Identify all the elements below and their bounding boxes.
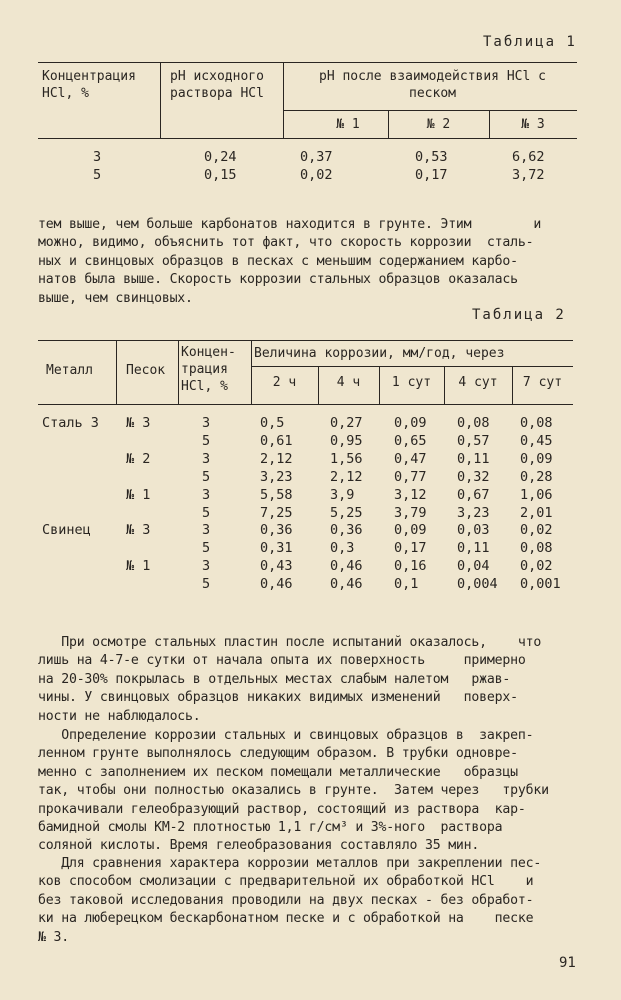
table1-subheader-rule bbox=[283, 110, 577, 111]
table1-top-rule bbox=[38, 62, 577, 63]
table2-header-sand: Песок bbox=[126, 363, 166, 378]
header-line: HCl, % bbox=[42, 86, 89, 101]
text-line: № 3. bbox=[38, 929, 69, 945]
table2-cell: 2,01 bbox=[520, 504, 553, 521]
table2-cell: 0,03 bbox=[457, 522, 490, 539]
table-row bbox=[38, 148, 577, 166]
table2-cell: 0,3 bbox=[330, 540, 355, 557]
table2-cell: 1,56 bbox=[330, 450, 363, 467]
table2-cell: 3,79 bbox=[394, 504, 427, 521]
table1-subheader-3: № 3 bbox=[521, 117, 545, 132]
table2-cell: 0,28 bbox=[520, 468, 553, 485]
table1-cell: 3,72 bbox=[512, 167, 545, 183]
table2-cell: 5 bbox=[202, 468, 211, 485]
table1-subheader-1: № 1 bbox=[336, 117, 360, 132]
table2-cell: 0,001 bbox=[520, 576, 561, 593]
table1-header-initial-ph bbox=[170, 68, 264, 102]
header-line: трация bbox=[181, 362, 228, 377]
table2-cell: 0,43 bbox=[260, 558, 293, 575]
table2-cell: 0,02 bbox=[520, 522, 553, 539]
table2-cell: 5,25 bbox=[330, 504, 363, 521]
table2-cell: № 2 bbox=[126, 450, 151, 467]
table2-cell: 0,46 bbox=[330, 558, 363, 575]
table2-cell: № 1 bbox=[126, 486, 151, 503]
table2-cell: 0,11 bbox=[457, 450, 490, 467]
table2-cell: 0,1 bbox=[394, 576, 419, 593]
paragraph-4 bbox=[38, 855, 573, 947]
table2-cell: 0,08 bbox=[520, 540, 553, 557]
table2-divider bbox=[116, 340, 117, 404]
table1-divider bbox=[283, 62, 284, 138]
table-row bbox=[38, 432, 573, 450]
table1-cell: 3 bbox=[93, 149, 102, 165]
table1-cell: 0,17 bbox=[415, 167, 448, 183]
page-number: 91 bbox=[559, 955, 576, 971]
table2-cell: 0,36 bbox=[330, 522, 363, 539]
text-line: бамидной смолы КМ-2 плотностью 1,1 г/см³ и 3%-ного раствора bbox=[38, 819, 503, 835]
table2-divider bbox=[251, 340, 252, 404]
table2-cell: 0,57 bbox=[457, 432, 490, 449]
table2-cell: 0,36 bbox=[260, 522, 293, 539]
table-row bbox=[38, 539, 573, 557]
table2-cell: 3,23 bbox=[260, 468, 293, 485]
text-line: Для сравнения характера коррозии металлов при закреплении пес- bbox=[38, 856, 542, 871]
header-line: раствора HCl bbox=[170, 86, 264, 101]
table2-cell: 0,32 bbox=[457, 468, 490, 485]
text-line: чины. У свинцовых образцов никаких видимых изменений поверх- bbox=[38, 690, 518, 706]
table2-cell: 5 bbox=[202, 504, 211, 521]
text-line: ков способом смолизации с предварительной их обработкой HCl и bbox=[38, 874, 534, 890]
header-line: pH исходного bbox=[170, 69, 264, 84]
text-line: ки на люберецком бескарбонатном песке и с обработкой на песке bbox=[38, 911, 534, 927]
table2-cell: 5 bbox=[202, 576, 211, 593]
table-row bbox=[38, 504, 573, 522]
table1-header-rule bbox=[38, 138, 577, 139]
table2-cell: 0,08 bbox=[520, 415, 553, 431]
table1-subheader-2: № 2 bbox=[426, 117, 451, 132]
text-line: так, чтобы они полностью оказались в грунте. Затем через трубки bbox=[38, 783, 549, 799]
table-row bbox=[38, 468, 573, 486]
table2-cell: 0,004 bbox=[457, 576, 498, 593]
table2-cell: 0,67 bbox=[457, 486, 490, 503]
table2-cell: 2,12 bbox=[330, 468, 363, 485]
table-row bbox=[38, 521, 573, 539]
table2-header-group: Величина коррозии, мм/год, через bbox=[254, 346, 505, 361]
table2-cell: 0,09 bbox=[520, 450, 553, 467]
text-line: лишь на 4-7-е сутки от начала опыта их поверхность примерно bbox=[38, 653, 526, 669]
table2-cell: 3,23 bbox=[457, 504, 490, 521]
table-row bbox=[38, 575, 573, 593]
paragraph-1 bbox=[38, 216, 573, 308]
text-line: прокачивали гелеобразующий раствор, состоящий из раствора кар- bbox=[38, 801, 526, 817]
header-line: Концен- bbox=[181, 345, 236, 360]
table2-caption: Таблица 2 bbox=[472, 307, 566, 323]
table2-header-metal: Металл bbox=[46, 363, 93, 378]
table2-cell: 3,12 bbox=[394, 486, 427, 503]
table2-header-rule bbox=[38, 404, 573, 405]
table2-cell: № 3 bbox=[126, 522, 151, 539]
table2-subheader-rule bbox=[251, 366, 573, 367]
table2-cell: 3 bbox=[202, 558, 211, 575]
table2-cell: Свинец bbox=[42, 522, 91, 539]
text-line: Определение коррозии стальных и свинцовых образцов в закреп- bbox=[38, 728, 534, 743]
text-line: натов была выше. Скорость коррозии стальных образцов оказалась bbox=[38, 272, 518, 288]
table1-cell: 0,02 bbox=[300, 167, 333, 183]
table1-cell: 0,53 bbox=[415, 149, 448, 165]
text-line: ности не наблюдалось. bbox=[38, 708, 201, 724]
table2-cell: 2,12 bbox=[260, 450, 293, 467]
table2-cell: 0,09 bbox=[394, 522, 427, 539]
table2-cell: 0,09 bbox=[394, 415, 427, 431]
text-line: без таковой исследования проводили на двух песках - без обработ- bbox=[38, 892, 534, 908]
table2-cell: 0,31 bbox=[260, 540, 293, 557]
text-line: При осмотре стальных пластин после испытаний оказалось, что bbox=[38, 635, 542, 650]
table2-cell: 3 bbox=[202, 522, 211, 539]
table2-divider bbox=[178, 340, 179, 404]
header-line: pH после взаимодействия HCl с bbox=[319, 69, 546, 84]
table2-cell: 0,27 bbox=[330, 415, 363, 431]
table2-top-rule bbox=[38, 340, 573, 341]
table2-cell: 0,65 bbox=[394, 432, 427, 449]
table2-cell: 3,9 bbox=[330, 486, 355, 503]
table2-cell: 3 bbox=[202, 450, 211, 467]
table-row bbox=[38, 486, 573, 504]
table2-cell: 0,95 bbox=[330, 432, 363, 449]
table2-subheader: 7 сут bbox=[522, 375, 563, 390]
table2-cell: 0,04 bbox=[457, 558, 490, 575]
paragraph-2 bbox=[38, 634, 573, 726]
table-row bbox=[38, 166, 577, 184]
table-row bbox=[38, 414, 573, 432]
table2-cell: 0,46 bbox=[260, 576, 293, 593]
table1-cell: 5 bbox=[93, 167, 102, 183]
text-line: тем выше, чем больше карбонатов находится в грунте. Этим и bbox=[38, 217, 542, 232]
table2-cell: 0,08 bbox=[457, 415, 490, 431]
table-row bbox=[38, 557, 573, 575]
header-line: HCl, % bbox=[181, 379, 228, 394]
text-line: менно с заполнением их песком помещали металлические образцы bbox=[38, 764, 518, 780]
table2-cell: 0,02 bbox=[520, 558, 553, 575]
text-line: ленном грунте выполнялось следующим образом. В трубки одновре- bbox=[38, 746, 518, 762]
table1-caption: Таблица 1 bbox=[483, 34, 577, 50]
table2-cell: 0,17 bbox=[394, 540, 427, 557]
table1 bbox=[38, 62, 577, 192]
header-line: песком bbox=[409, 86, 456, 101]
table2-cell: 5 bbox=[202, 432, 211, 449]
table2-cell: 0,46 bbox=[330, 576, 363, 593]
table2-cell: 3 bbox=[202, 486, 211, 503]
table2-subheader: 4 сут bbox=[458, 375, 498, 390]
header-line: Концентрация bbox=[42, 69, 136, 84]
text-line: выше, чем свинцовых. bbox=[38, 290, 193, 306]
table2-subheader: 2 ч bbox=[272, 375, 297, 390]
table1-cell: 6,62 bbox=[512, 149, 545, 165]
table2 bbox=[38, 340, 573, 600]
table2-cell: 0,5 bbox=[260, 415, 285, 431]
table2-cell: 0,77 bbox=[394, 468, 427, 485]
table1-divider bbox=[160, 62, 161, 138]
table2-subheader: 1 сут bbox=[391, 375, 432, 390]
table1-cell: 0,37 bbox=[300, 149, 333, 165]
table1-cell: 0,15 bbox=[204, 167, 237, 183]
text-line: на 20-30% покрылась в отдельных местах слабым налетом ржав- bbox=[38, 671, 511, 687]
table2-cell: 0,61 bbox=[260, 432, 293, 449]
table1-header-ph-after bbox=[290, 68, 575, 102]
table2-cell: Сталь 3 bbox=[42, 415, 99, 431]
text-line: можно, видимо, объяснить тот факт, что скорость коррозии сталь- bbox=[38, 235, 534, 251]
text-line: соляной кислоты. Время гелеобразования составляло 35 мин. bbox=[38, 838, 480, 854]
table2-cell: 0,16 bbox=[394, 558, 427, 575]
table2-cell: 0,45 bbox=[520, 432, 553, 449]
table2-header-concentration bbox=[181, 344, 236, 395]
table2-cell: 7,25 bbox=[260, 504, 293, 521]
table1-cell: 0,24 bbox=[204, 149, 237, 165]
table1-header-concentration bbox=[42, 68, 136, 102]
table2-cell: № 3 bbox=[126, 415, 151, 431]
table2-subheader: 4 ч bbox=[336, 375, 361, 390]
paragraph-3 bbox=[38, 727, 573, 856]
table2-cell: 1,06 bbox=[520, 486, 553, 503]
table2-cell: № 1 bbox=[126, 558, 151, 575]
table2-cell: 0,47 bbox=[394, 450, 427, 467]
table2-cell: 3 bbox=[202, 415, 211, 431]
table2-cell: 5 bbox=[202, 540, 211, 557]
table-row bbox=[38, 450, 573, 468]
table2-cell: 0,11 bbox=[457, 540, 490, 557]
table2-cell: 5,58 bbox=[260, 486, 293, 503]
text-line: ных и свинцовых образцов в песках с меньшим содержанием карбо- bbox=[38, 253, 518, 269]
